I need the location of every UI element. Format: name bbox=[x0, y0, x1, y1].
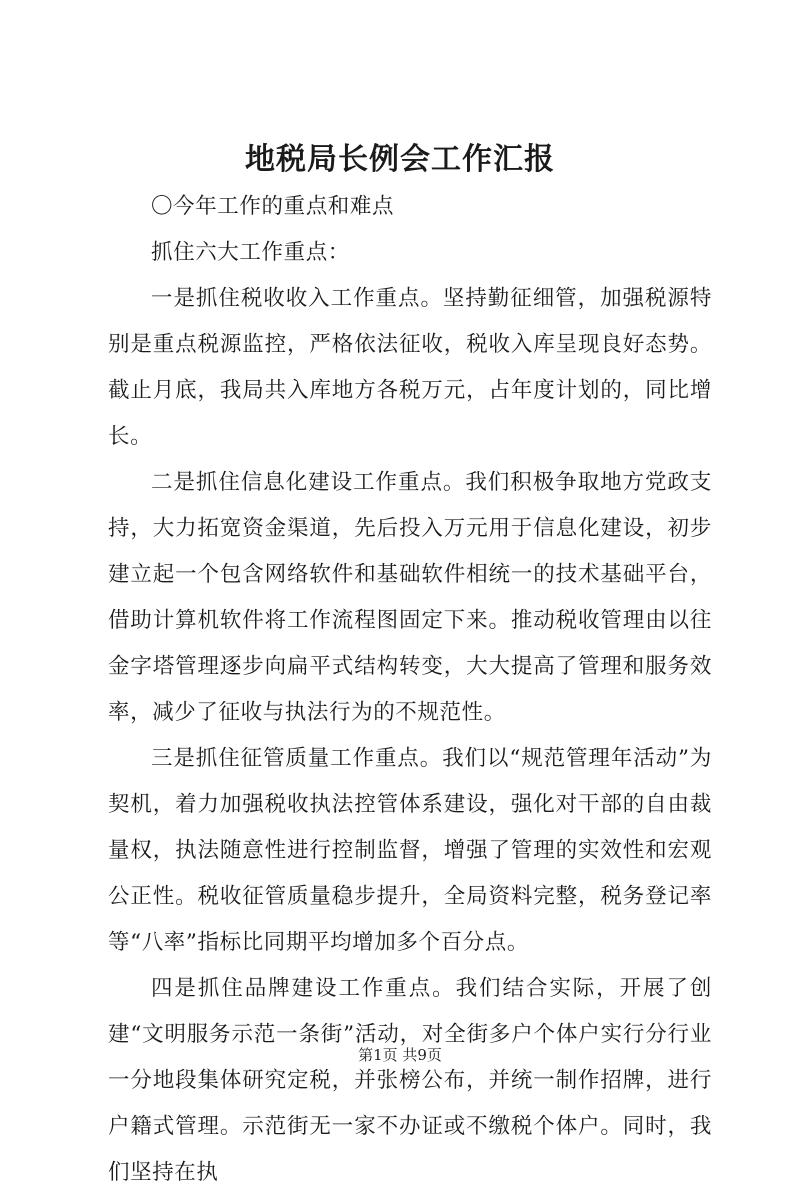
document-title: 地税局长例会工作汇报 bbox=[245, 142, 555, 177]
page-number-footer: 第1页 共9页 bbox=[358, 1046, 442, 1064]
paragraph-informatization: 二是抓住信息化建设工作重点。我们积极争取地方党政支持，大力拓宽资金渠道，先后投入万元用于信息化建设，初步建立起一个包含网络软件和基础软件相统一的技术基础平台，借助计算机软件将工作流程图固定下来。推动税收管理由以往金字塔管理逐步向扁平式结构转变，大大提高了管理和服务效率，减少了征收与执法行为的不规范性。 bbox=[108, 470, 712, 725]
paragraph-brand-building: 四是抓住品牌建设工作重点。我们结合实际，开展了创建“文明服务示范一条街”活动，对全街多户个体户实行分行业一分地段集体研究定税，并张榜公布，并统一制作招牌，进行户籍式管理。示范街无一家不办证或不缴税个体户。同时，我们坚持在执 bbox=[108, 976, 712, 1185]
paragraph-tax-revenue: 一是抓住税收收入工作重点。坚持勤征细管，加强税源特别是重点税源监控，严格依法征收，税收入库呈现良好态势。截止月底，我局共入库地方各税万元，占年度计划的，同比增长。 bbox=[108, 286, 712, 449]
paragraph-section-heading: 〇今年工作的重点和难点 bbox=[151, 194, 395, 219]
paragraph-intro: 抓住六大工作重点： bbox=[151, 240, 350, 265]
paragraph-collection-quality: 三是抓住征管质量工作重点。我们以“规范管理年活动”为契机，着力加强税收执法控管体系建设，强化对干部的自由裁量权，执法随意性进行控制监督，增强了管理的实效性和宏观公正性。税收征管质量稳步提升，全局资料完整，税务登记率等“八率”指标比同期平均增加多个百分点。 bbox=[108, 746, 712, 955]
